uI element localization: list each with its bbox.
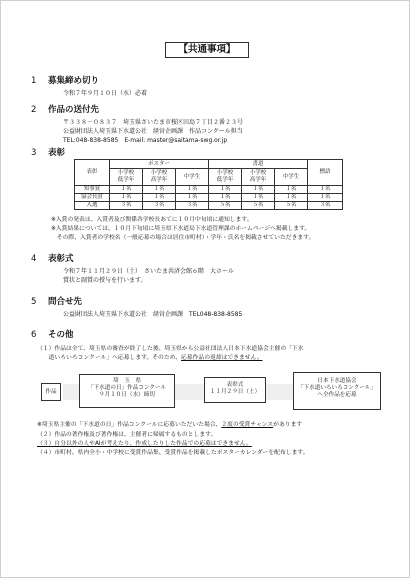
other-note-3: （３）自分以外の人やAIが考えたり、作成したりした作品での応募はできません。 <box>37 441 252 447</box>
flow-box-saitama: 埼 玉 県 「下水道の日」作品コンクール ９月１０日（水）締切 <box>79 374 175 408</box>
sub-header: 小学校 高学年 <box>143 169 176 186</box>
inquiry-contact: 公益財団法人埼玉県下水道公社 経営企画課 TEL048-838-8585 <box>63 311 243 318</box>
sub-header: 中学生 <box>275 169 308 186</box>
ceremony-note: 賞状と副賞の授与を行います。 <box>63 277 147 284</box>
flow-box-japan-association: 日本下水道協会 「下水道いろいろコンクール」 へ全作品を応募 <box>293 372 381 410</box>
table-row: 協会長賞 １名 １名 １名 １名 １名 １名 １名 <box>75 194 343 202</box>
group-poster: ポスター <box>110 160 209 169</box>
table-row: 知事賞 １名 １名 １名 １名 １名 １名 １名 <box>75 186 343 194</box>
award-note: ※入賞の発表は、入賞者及び関係各学校長あてに１０月中旬頃に通知します。 <box>51 217 253 223</box>
other-note-2: （２）作品の著作権及び著作権は、主催者に帰属するものとします。 <box>37 432 217 438</box>
section-2-heading: 2 作品の送付先 <box>31 105 100 115</box>
section-6-heading: 6 その他 <box>31 330 74 340</box>
other-note-1: （１）作品は全て、埼玉県の審査が終了した後、埼玉県から公益社団法人日本下水道協会主催の「下水 <box>37 346 304 352</box>
sub-header: 中学生 <box>176 169 209 186</box>
group-slogan: 標語 <box>308 160 343 186</box>
section-1-heading: 1 募集締め切り <box>31 76 100 86</box>
works-box: 作品 <box>41 383 61 401</box>
award-note: その際、入賞者の学校名（一般応募の場合は居住市町村）・学年・氏名を掲載させていただきます。 <box>51 235 315 241</box>
contact-line: TEL:048-838-8585 E-mail: master@saitama-swg.or.jp <box>63 137 228 144</box>
award-table <box>74 159 343 210</box>
section-5-heading: 5 問合せ先 <box>31 297 83 307</box>
award-header: 表彰 <box>75 160 110 186</box>
organization-line: 公益財団法人埼玉県下水道公社 経営企画課 作品コンクール担当 <box>63 128 243 135</box>
double-chance-note: ※埼玉県主催の「下水道の日」作品コンクールに応募いただいた場合、２度の受賞チャンスがあります <box>37 422 303 428</box>
deadline-text: 令和７年９月１０日（水）必着 <box>63 90 148 97</box>
sub-header: 小学校 低学年 <box>209 169 242 186</box>
sub-header: 小学校 高学年 <box>242 169 275 186</box>
section-4-heading: 4 表彰式 <box>31 254 74 264</box>
section-3-heading: 3 表彰 <box>31 148 66 158</box>
address-line: 〒３３８－０８３７ 埼玉県さいたま市桜区田島７丁目２番２３号 <box>63 119 244 126</box>
award-note: ※入賞結果については、１０月下旬頃に埼玉県下水道局下水道管理課のホームページへ掲載します。 <box>51 226 311 232</box>
page-title: 【共通事項】 <box>165 42 249 58</box>
sub-header: 小学校 低学年 <box>110 169 143 186</box>
flow-box-ceremony: 表彰式 １１月２９日（土） <box>204 377 266 403</box>
other-note-4: （４）市町村、県内全小・中学校に受賞作品集、受賞作品を掲載したポスターカレンダーを配布します。 <box>37 450 309 456</box>
table-row: 入選 ３名 ３名 ３名 ５名 ５名 ５名 ３名 <box>75 202 343 210</box>
other-note-1-cont: 道いろいろコンクール」へ応募します。そのため、応募作品の返却はできません。 <box>37 355 263 361</box>
ceremony-date: 令和７年１１月２９日（土） さいたま共済会館６階 大ホール <box>63 268 234 275</box>
group-calligraphy: 書道 <box>209 160 308 169</box>
